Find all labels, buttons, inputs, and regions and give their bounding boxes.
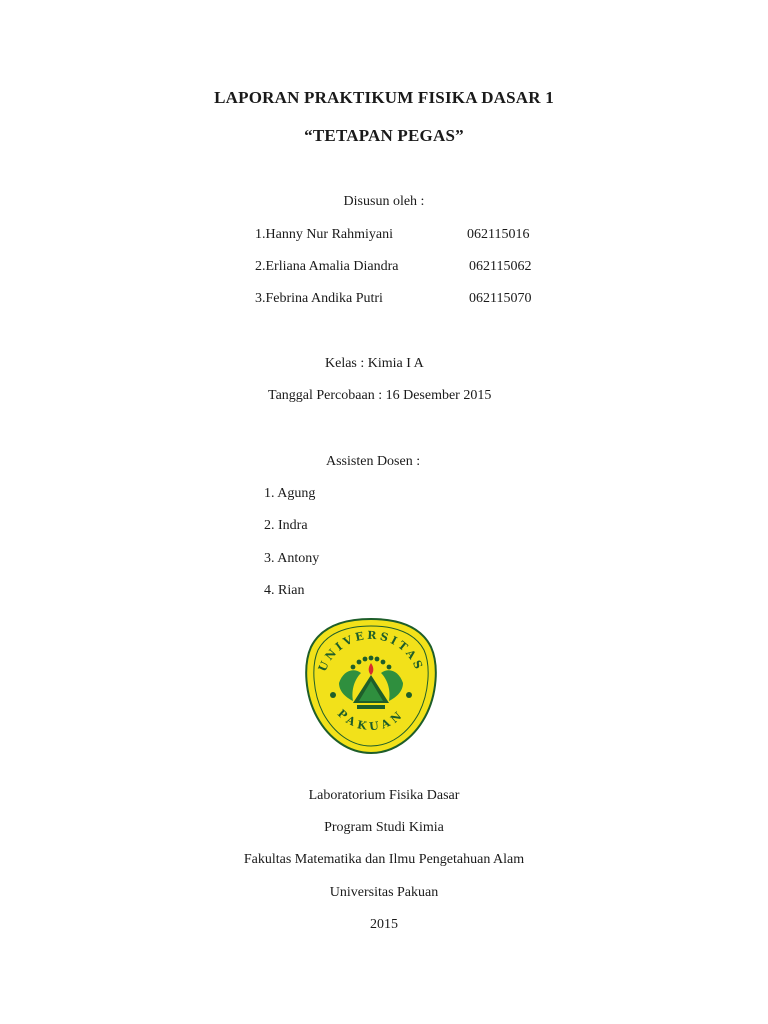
svg-text:PAKUAN: PAKUAN [334,706,408,734]
author-name: 3.Febrina Andika Putri [255,291,383,306]
footer-line: Fakultas Matematika dan Ilmu Pengetahuan Alam [243,852,525,867]
footer-year: 2015 [370,917,398,932]
footer-line: Laboratorium Fisika Dasar [308,788,460,803]
authors-label: Disusun oleh : [343,194,425,209]
university-logo [303,617,439,755]
author-nim: 062115016 [467,227,530,242]
assistants-label: Assisten Dosen : [326,454,421,469]
report-subtitle: “TETAPAN PEGAS” [304,126,464,145]
experiment-date: Tanggal Percobaan : 16 Desember 2015 [268,388,492,403]
assistant-item: 3. Antony [264,551,320,566]
author-name: 2.Erliana Amalia Diandra [255,259,399,274]
author-nim: 062115062 [469,259,532,274]
footer-line: Program Studi Kimia [324,820,444,835]
svg-text:UNIVERSITAS: UNIVERSITAS [315,628,427,674]
assistant-item: 1. Agung [264,486,316,501]
footer-line: Universitas Pakuan [329,885,439,900]
author-nim: 062115070 [469,291,532,306]
assistant-item: 2. Indra [264,518,308,533]
assistant-item: 4. Rian [264,583,305,598]
author-name: 1.Hanny Nur Rahmiyani [255,227,394,242]
report-title: LAPORAN PRAKTIKUM FISIKA DASAR 1 [214,88,554,107]
class-info: Kelas : Kimia I A [325,356,424,371]
